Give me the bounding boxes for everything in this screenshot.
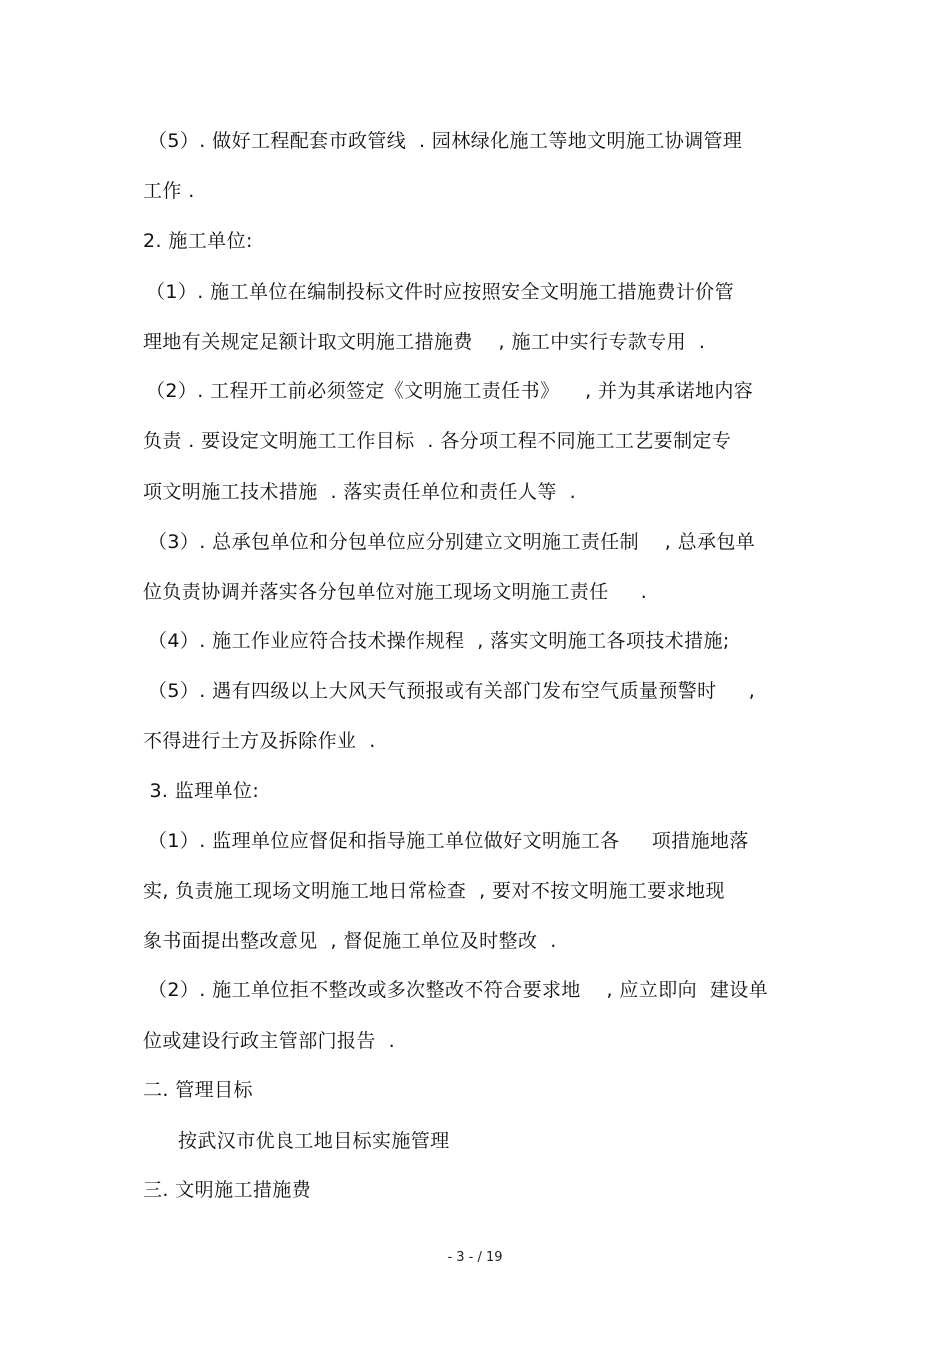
paragraph-line: 不得进行土方及拆除作业 . — [143, 730, 376, 752]
page-number: - 3 - / 19 — [447, 1250, 503, 1265]
paragraph-line: （3）. 总承包单位和分包单位应分别建立文明施工责任制 , 总承包单 — [148, 531, 756, 553]
section-heading: 2. 施工单位: — [143, 230, 253, 252]
paragraph-line: 项文明施工技术措施 . 落实责任单位和责任人等 . — [143, 481, 577, 503]
paragraph-line: （1）. 施工单位在编制投标文件时应按照安全文明施工措施费计价管 — [146, 281, 734, 303]
paragraph-line: （1）. 监理单位应督促和指导施工单位做好文明施工各 项措施地落 — [148, 830, 749, 852]
paragraph-line: 负责 . 要设定文明施工工作目标 . 各分项工程不同施工工艺要制定专 — [143, 430, 732, 452]
section-heading: 3. 监理单位: — [143, 780, 260, 802]
paragraph-line: 理地有关规定足额计取文明施工措施费 , 施工中实行专款专用 . — [143, 331, 706, 353]
section-heading: 二. 管理目标 — [143, 1079, 253, 1101]
paragraph-line: 位或建设行政主管部门报告 . — [143, 1030, 396, 1052]
paragraph-line: （2）. 施工单位拒不整改或多次整改不符合要求地 , 应立即向 建设单 — [148, 979, 769, 1001]
paragraph-line: 按武汉市优良工地目标实施管理 — [178, 1130, 450, 1152]
paragraph-line: 实, 负责施工现场文明施工地日常检查 , 要对不按文明施工要求地现 — [143, 880, 725, 902]
paragraph-line: 位负责协调并落实各分包单位对施工现场文明施工责任 . — [143, 581, 648, 603]
paragraph-line: 象书面提出整改意见 , 督促施工单位及时整改 . — [143, 930, 557, 952]
section-heading: 三. 文明施工措施费 — [143, 1179, 312, 1201]
paragraph-line: 工作 . — [143, 180, 195, 202]
paragraph-line: （5）. 做好工程配套市政管线 . 园林绿化施工等地文明施工协调管理 — [148, 130, 743, 152]
paragraph-line: （5）. 遇有四级以上大风天气预报或有关部门发布空气质量预警时 , — [148, 680, 756, 702]
paragraph-line: （2）. 工程开工前必须签定《文明施工责任书》 , 并为其承诺地内容 — [146, 380, 754, 402]
paragraph-line: （4）. 施工作业应符合技术操作规程 , 落实文明施工各项技术措施; — [148, 630, 730, 652]
